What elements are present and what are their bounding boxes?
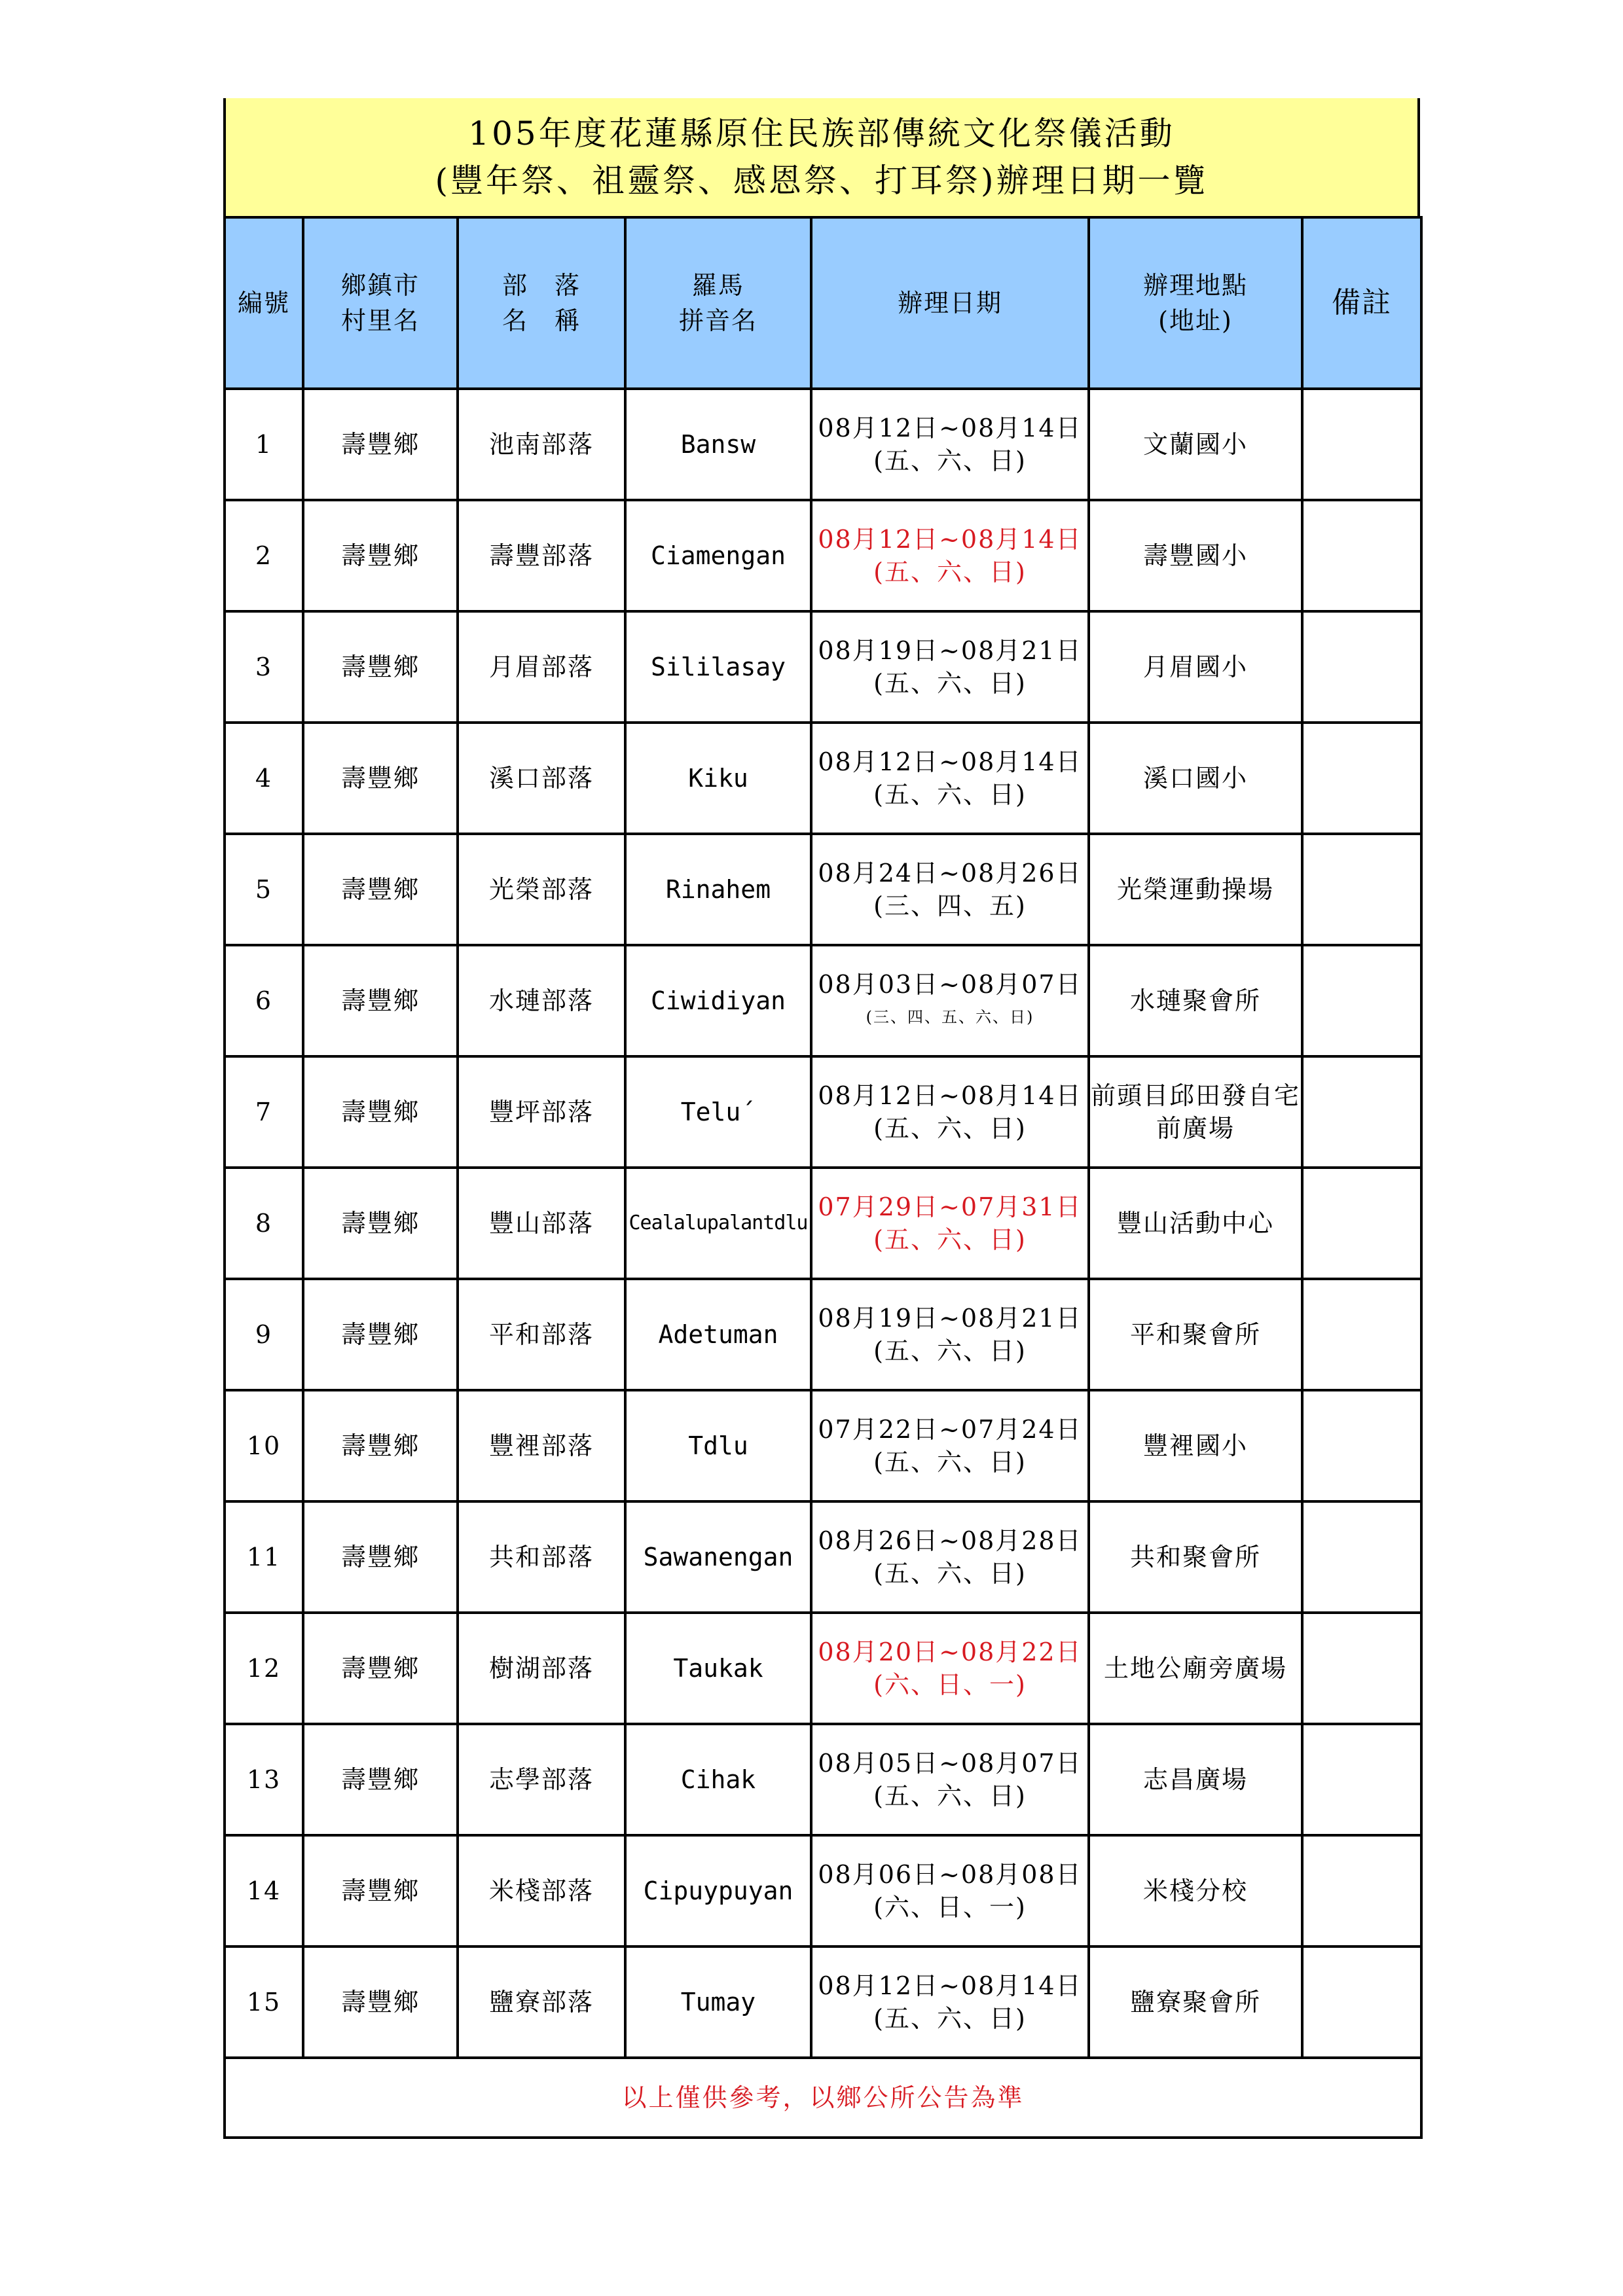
table-row: [225, 723, 1421, 834]
cell-romaji: Tumay: [625, 1946, 811, 2058]
cell-note: [1302, 1390, 1421, 1501]
cell-no: 11: [225, 1501, 303, 1613]
header-tribe: [458, 217, 625, 389]
table-row: [225, 1613, 1421, 1724]
cell-tribe: 平和部落: [458, 1279, 625, 1390]
cell-township: 壽豐鄉: [303, 1946, 458, 2058]
cell-date-days: (六、日、一): [873, 1670, 1027, 1699]
cell-date: [811, 1946, 1089, 2058]
cell-note: [1302, 945, 1421, 1056]
cell-date-days: (五、六、日): [873, 446, 1027, 475]
cell-date-days: (五、六、日): [873, 1336, 1027, 1365]
title-banner: [223, 98, 1420, 216]
table-row: [225, 500, 1421, 611]
cell-township: 壽豐鄉: [303, 1168, 458, 1279]
cell-date-range: 08月03日~08月07日: [818, 970, 1082, 999]
table-row: [225, 1946, 1421, 2058]
cell-note: [1302, 500, 1421, 611]
cell-township: 壽豐鄉: [303, 1390, 458, 1501]
cell-tribe: 溪口部落: [458, 723, 625, 834]
cell-date-range: 08月12日~08月14日: [818, 414, 1082, 442]
cell-date-days: (五、六、日): [873, 2004, 1027, 2033]
table-row: [225, 945, 1421, 1056]
cell-date-range: 08月12日~08月14日: [818, 1971, 1082, 2000]
table-row: [225, 1724, 1421, 1835]
header-date: 辦理日期: [811, 217, 1089, 389]
cell-no: 4: [225, 723, 303, 834]
cell-note: [1302, 1501, 1421, 1613]
table-body: [225, 389, 1421, 2058]
cell-date-range: 08月05日~08月07日: [818, 1749, 1082, 1778]
cell-place: 前頭目邱田發自宅前廣場: [1089, 1056, 1302, 1168]
cell-tribe: 壽豐部落: [458, 500, 625, 611]
cell-note: [1302, 1724, 1421, 1835]
cell-date: [811, 1390, 1089, 1501]
cell-note: [1302, 611, 1421, 723]
cell-date: [811, 500, 1089, 611]
cell-date-range: 08月12日~08月14日: [818, 525, 1082, 554]
cell-romaji: Telu´: [625, 1056, 811, 1168]
cell-township: 壽豐鄉: [303, 945, 458, 1056]
cell-date-range: 08月20日~08月22日: [818, 1638, 1082, 1666]
cell-date-days: (五、六、日): [873, 1225, 1027, 1254]
table-row: [225, 1835, 1421, 1946]
cell-place: 志昌廣場: [1089, 1724, 1302, 1835]
cell-romaji: Ciamengan: [625, 500, 811, 611]
cell-date: [811, 1168, 1089, 1279]
cell-date-days: (五、六、日): [873, 1559, 1027, 1588]
footer-note: 以上僅供參考，以鄉公所公告為準: [225, 2058, 1421, 2138]
cell-date-range: 08月19日~08月21日: [818, 1304, 1082, 1333]
cell-no: 5: [225, 834, 303, 945]
cell-romaji: Adetuman: [625, 1279, 811, 1390]
header-place-line2: (地址): [1158, 306, 1233, 335]
header-romaji-line2: 拼音名: [678, 306, 757, 335]
header-note: 備註: [1302, 217, 1421, 389]
header-romaji-line1: 羅馬: [691, 271, 744, 300]
header-tribe-line1: 部 落: [501, 271, 581, 300]
cell-romaji: Taukak: [625, 1613, 811, 1724]
cell-place: 米棧分校: [1089, 1835, 1302, 1946]
header-no: 編號: [225, 217, 303, 389]
cell-date: [811, 1056, 1089, 1168]
cell-date: [811, 1279, 1089, 1390]
cell-romaji: Rinahem: [625, 834, 811, 945]
cell-date-days: (五、六、日): [873, 558, 1027, 586]
cell-no: 7: [225, 1056, 303, 1168]
cell-tribe: 池南部落: [458, 389, 625, 500]
cell-romaji: Bansw: [625, 389, 811, 500]
cell-note: [1302, 1946, 1421, 2058]
cell-no: 13: [225, 1724, 303, 1835]
cell-romaji: Sililasay: [625, 611, 811, 723]
cell-date: [811, 945, 1089, 1056]
cell-romaji: Cipuypuyan: [625, 1835, 811, 1946]
table-row: [225, 389, 1421, 500]
cell-township: 壽豐鄉: [303, 834, 458, 945]
cell-no: 8: [225, 1168, 303, 1279]
cell-no: 12: [225, 1613, 303, 1724]
cell-tribe: 豐山部落: [458, 1168, 625, 1279]
table-row: [225, 1390, 1421, 1501]
cell-note: [1302, 1168, 1421, 1279]
cell-note: [1302, 1613, 1421, 1724]
cell-note: [1302, 1279, 1421, 1390]
cell-date-days: (五、六、日): [873, 1782, 1027, 1810]
cell-place: 月眉國小: [1089, 611, 1302, 723]
cell-note: [1302, 1835, 1421, 1946]
cell-no: 14: [225, 1835, 303, 1946]
cell-romaji: Cihak: [625, 1724, 811, 1835]
footer-row: [225, 2058, 1421, 2138]
table-row: [225, 1168, 1421, 1279]
cell-no: 9: [225, 1279, 303, 1390]
header-township-line1: 鄉鎮市: [340, 271, 420, 300]
cell-date-days: (五、六、日): [873, 780, 1027, 809]
cell-place: 共和聚會所: [1089, 1501, 1302, 1613]
cell-date: [811, 1613, 1089, 1724]
cell-date: [811, 389, 1089, 500]
cell-romaji: Ciwidiyan: [625, 945, 811, 1056]
cell-place: 文蘭國小: [1089, 389, 1302, 500]
cell-no: 15: [225, 1946, 303, 2058]
cell-tribe: 光榮部落: [458, 834, 625, 945]
cell-township: 壽豐鄉: [303, 1724, 458, 1835]
header-township: [303, 217, 458, 389]
schedule-sheet: [223, 98, 1420, 2139]
cell-place: 土地公廟旁廣場: [1089, 1613, 1302, 1724]
cell-no: 1: [225, 389, 303, 500]
header-row: [225, 217, 1421, 389]
cell-note: [1302, 723, 1421, 834]
cell-tribe: 共和部落: [458, 1501, 625, 1613]
cell-date: [811, 834, 1089, 945]
cell-date-range: 08月06日~08月08日: [818, 1860, 1082, 1889]
cell-date: [811, 1724, 1089, 1835]
cell-romaji: Kiku: [625, 723, 811, 834]
cell-date-range: 07月22日~07月24日: [818, 1415, 1082, 1444]
cell-place: 鹽寮聚會所: [1089, 1946, 1302, 2058]
cell-township: 壽豐鄉: [303, 1835, 458, 1946]
cell-romaji: Tdlu: [625, 1390, 811, 1501]
cell-romaji: Cealalupalantdlu: [625, 1168, 811, 1279]
cell-township: 壽豐鄉: [303, 723, 458, 834]
cell-date-days: (五、六、日): [873, 1114, 1027, 1143]
cell-township: 壽豐鄉: [303, 611, 458, 723]
header-place: [1089, 217, 1302, 389]
schedule-table: [223, 216, 1423, 2139]
cell-note: [1302, 389, 1421, 500]
cell-place: 豐裡國小: [1089, 1390, 1302, 1501]
cell-tribe: 豐裡部落: [458, 1390, 625, 1501]
cell-romaji: Sawanengan: [625, 1501, 811, 1613]
cell-township: 壽豐鄉: [303, 1501, 458, 1613]
cell-date-range: 08月19日~08月21日: [818, 636, 1082, 665]
cell-date: [811, 611, 1089, 723]
cell-date-range: 08月12日~08月14日: [818, 1081, 1082, 1110]
cell-place: 平和聚會所: [1089, 1279, 1302, 1390]
cell-tribe: 月眉部落: [458, 611, 625, 723]
page-title: 105年度花蓮縣原住民族部傳統文化祭儀活動: [468, 115, 1175, 152]
cell-township: 壽豐鄉: [303, 1056, 458, 1168]
cell-no: 3: [225, 611, 303, 723]
cell-date-range: 08月12日~08月14日: [818, 747, 1082, 776]
cell-tribe: 樹湖部落: [458, 1613, 625, 1724]
header-township-line2: 村里名: [340, 306, 420, 335]
cell-date-range: 07月29日~07月31日: [818, 1193, 1082, 1221]
cell-date-days: (六、日、一): [873, 1893, 1027, 1922]
cell-place: 壽豐國小: [1089, 500, 1302, 611]
table-row: [225, 1279, 1421, 1390]
header-tribe-line2: 名 稱: [501, 306, 581, 335]
table-row: [225, 1501, 1421, 1613]
page-subtitle: (豐年祭、祖靈祭、感恩祭、打耳祭)辦理日期一覽: [435, 162, 1209, 200]
cell-note: [1302, 834, 1421, 945]
cell-no: 6: [225, 945, 303, 1056]
cell-date: [811, 1835, 1089, 1946]
cell-date: [811, 1501, 1089, 1613]
cell-date-days: (三、四、五、六、日): [866, 1008, 1034, 1026]
cell-tribe: 鹽寮部落: [458, 1946, 625, 2058]
table-row: [225, 611, 1421, 723]
cell-date-range: 08月26日~08月28日: [818, 1526, 1082, 1555]
cell-township: 壽豐鄉: [303, 389, 458, 500]
cell-tribe: 豐坪部落: [458, 1056, 625, 1168]
cell-note: [1302, 1056, 1421, 1168]
cell-place: 光榮運動操場: [1089, 834, 1302, 945]
cell-no: 2: [225, 500, 303, 611]
cell-township: 壽豐鄉: [303, 500, 458, 611]
cell-place: 溪口國小: [1089, 723, 1302, 834]
cell-tribe: 米棧部落: [458, 1835, 625, 1946]
table-row: [225, 834, 1421, 945]
cell-township: 壽豐鄉: [303, 1279, 458, 1390]
table-row: [225, 1056, 1421, 1168]
cell-date-days: (五、六、日): [873, 1448, 1027, 1477]
cell-date-range: 08月24日~08月26日: [818, 859, 1082, 888]
cell-date-days: (五、六、日): [873, 669, 1027, 698]
cell-township: 壽豐鄉: [303, 1613, 458, 1724]
cell-tribe: 志學部落: [458, 1724, 625, 1835]
cell-date: [811, 723, 1089, 834]
cell-place: 水璉聚會所: [1089, 945, 1302, 1056]
cell-place: 豐山活動中心: [1089, 1168, 1302, 1279]
header-place-line1: 辦理地點: [1142, 271, 1248, 300]
cell-no: 10: [225, 1390, 303, 1501]
cell-tribe: 水璉部落: [458, 945, 625, 1056]
cell-date-days: (三、四、五): [873, 891, 1027, 920]
header-romaji: [625, 217, 811, 389]
